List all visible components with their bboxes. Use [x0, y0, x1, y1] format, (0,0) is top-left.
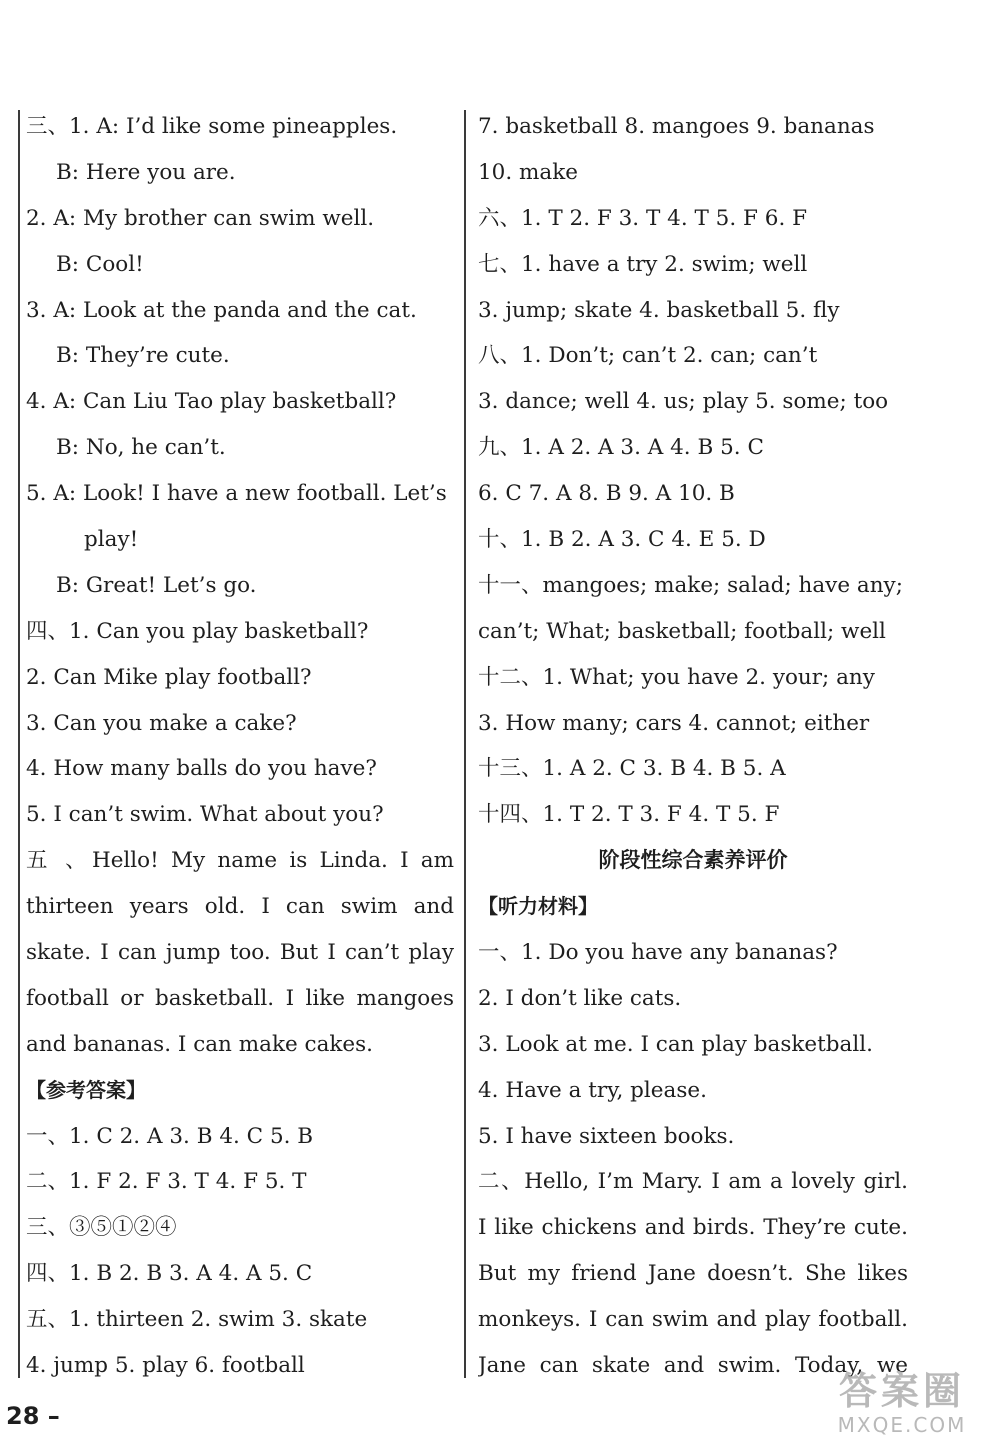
text-line: 4. A: Can Liu Tao play basketball?: [26, 389, 397, 415]
answer-line: 4. jump 5. play 6. football: [26, 1353, 305, 1379]
watermark-url: MXQE.COM: [837, 1413, 967, 1437]
text-line: B: No, he can’t.: [56, 435, 226, 461]
text-line: 五 、Hello! My name is Linda. I am: [26, 848, 454, 874]
text-line: skate. I can jump too. But I can’t play: [26, 940, 454, 966]
text-line: 4. How many balls do you have?: [26, 756, 377, 782]
text-line: Jane can skate and swim. Today, we: [478, 1353, 908, 1379]
text-line: 三、1. A: I’d like some pineapples.: [26, 114, 398, 139]
section-title: 阶段性综合素养评价: [598, 848, 788, 873]
left-margin-rule: [18, 110, 20, 1378]
section-heading: 【听力材料】: [478, 894, 598, 919]
text-line: I like chickens and birds. They’re cute.: [478, 1215, 908, 1241]
text-line: 4. Have a try, please.: [478, 1077, 707, 1103]
section-heading: 【参考答案】: [26, 1077, 146, 1102]
answer-line: 7. basketball 8. mangoes 9. bananas: [478, 114, 875, 139]
page-number: 28 –: [6, 1402, 60, 1430]
answer-line: 3. jump; skate 4. basketball 5. fly: [478, 297, 840, 323]
answer-line: 十一、mangoes; make; salad; have any;: [478, 572, 903, 598]
answer-line: 十四、1. T 2. T 3. F 4. T 5. F: [478, 802, 780, 828]
answer-line: 九、1. A 2. A 3. A 4. B 5. C: [478, 435, 764, 461]
text-line: B: Here you are.: [56, 159, 236, 185]
text-line: B: Cool!: [56, 251, 144, 277]
answer-line: 一、1. C 2. A 3. B 4. C 5. B: [26, 1123, 314, 1149]
text-line: 5. I have sixteen books.: [478, 1123, 735, 1149]
answer-line: 十三、1. A 2. C 3. B 4. B 5. A: [478, 756, 786, 782]
answer-line: 六、1. T 2. F 3. T 4. T 5. F 6. F: [478, 205, 808, 231]
text-line: 四、1. Can you play basketball?: [26, 618, 369, 644]
text-line: 2. I don’t like cats.: [478, 985, 682, 1011]
text-line: thirteen years old. I can swim and: [26, 894, 454, 920]
text-line: 2. Can Mike play football?: [26, 664, 312, 690]
answer-line: 二、1. F 2. F 3. T 4. F 5. T: [26, 1169, 307, 1195]
text-line: play!: [84, 527, 139, 553]
text-line: football or basketball. I like mangoes: [26, 985, 454, 1011]
answer-line: 10. make: [478, 159, 578, 185]
watermark-text: 答案圈: [838, 1369, 965, 1413]
text-line: monkeys. I can swim and play football.: [478, 1307, 908, 1333]
text-line: 二、Hello, I’m Mary. I am a lovely girl.: [478, 1169, 908, 1195]
text-line: B: They’re cute.: [56, 343, 230, 369]
text-line: 5. I can’t swim. What about you?: [26, 802, 384, 828]
answer-line: 3. How many; cars 4. cannot; either: [478, 710, 870, 736]
watermark-logo: [812, 1369, 992, 1445]
text-line: 3. Can you make a cake?: [26, 710, 297, 736]
text-line: 2. A: My brother can swim well.: [26, 205, 375, 231]
text-line: 3. Look at me. I can play basketball.: [478, 1031, 873, 1057]
answer-line: 十、1. B 2. A 3. C 4. E 5. D: [478, 527, 766, 553]
answer-line: can’t; What; basketball; football; well: [478, 618, 886, 644]
text-line: 3. A: Look at the panda and the cat.: [26, 297, 417, 323]
answer-line: 三、③⑤①②④: [26, 1215, 177, 1241]
text-line: B: Great! Let’s go.: [56, 572, 257, 598]
answer-line: 八、1. Don’t; can’t 2. can; can’t: [478, 343, 818, 369]
column-divider-rule: [464, 110, 466, 1378]
text-line: But my friend Jane doesn’t. She likes: [478, 1261, 908, 1287]
answer-line: 6. C 7. A 8. B 9. A 10. B: [478, 481, 735, 507]
answer-line: 3. dance; well 4. us; play 5. some; too: [478, 389, 889, 415]
answer-line: 七、1. have a try 2. swim; well: [478, 251, 808, 277]
answer-line: 四、1. B 2. B 3. A 4. A 5. C: [26, 1261, 313, 1287]
text-line: 一、1. Do you have any bananas?: [478, 940, 838, 966]
text-line: 5. A: Look! I have a new football. Let’s: [26, 481, 447, 507]
answer-line: 五、1. thirteen 2. swim 3. skate: [26, 1307, 368, 1333]
right-column: [478, 104, 908, 1389]
answer-line: 十二、1. What; you have 2. your; any: [478, 664, 875, 690]
text-line: and bananas. I can make cakes.: [26, 1031, 374, 1057]
left-column: [26, 104, 454, 1389]
